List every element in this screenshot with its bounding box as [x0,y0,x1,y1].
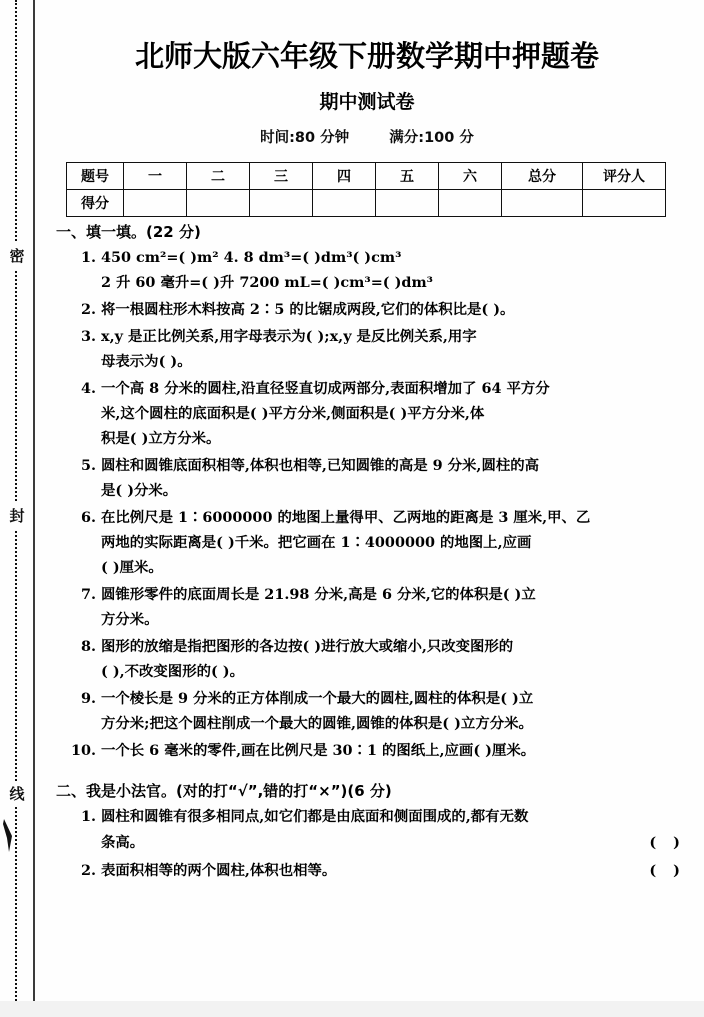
question-line-text: 表面积相等的两个圆柱,体积也相等。 [101,862,337,879]
score-table [66,162,666,217]
question-number: 4. [80,380,96,397]
score-table-col-1: 二 [187,163,250,190]
score-cell-grader[interactable] [583,190,666,217]
question-line: 一个长 6 毫米的零件,画在比例尺是 30∶1 的图纸上,应画( )厘米。 [101,742,536,759]
question-line: 在比例尺是 1∶6000000 的地图上量得甲、乙两地的距离是 3 厘米,甲、乙 [101,509,591,526]
score-cell-5[interactable] [439,190,502,217]
question-number: 1. [80,808,96,825]
question-line: 一个高 8 分米的圆柱,沿直径竖直切成两部分,表面积增加了 64 平方分 [101,380,550,397]
question-line: 450 cm²=( )m² 4. 8 dm³=( )dm³( )cm³ [101,249,402,266]
score-table-row-label-0: 题号 [67,163,124,190]
question-1-2 [66,296,686,323]
page-title: 北师大版六年级下册数学期中押题卷 [134,39,599,73]
question-line: 将一根圆柱形木料按高 2∶5 的比锯成两段,它们的体积比是( )。 [101,301,515,318]
question-line: 2 升 60 毫升=( )升 7200 mL=( )cm³=( )dm³ [101,274,433,291]
question-body [101,582,686,632]
score-cell-4[interactable] [376,190,439,217]
question-number: 6. [80,509,96,526]
full-score-label: 满分:100 分 [389,130,474,146]
score-cell-1[interactable] [187,190,250,217]
section-2-questions [48,803,686,885]
question-line: 圆锥形零件的底面周长是 21.98 分米,高是 6 分米,它的体积是( )立 [101,586,536,603]
question-body [101,738,686,763]
question-1-8 [66,633,686,685]
question-line: 母表示为( )。 [101,353,192,370]
question-body [101,686,686,736]
exam-meta [48,126,686,147]
table-row-scores [67,190,666,217]
question-line: x,y 是正比例关系,用字母表示为( );x,y 是反比例关系,用字 [101,328,477,345]
question-line-with-answer [101,858,686,884]
section-heading-2: 二、我是小法官。(对的打“√”,错的打“×”)(6 分) [56,782,392,800]
question-line: 圆柱和圆锥底面积相等,体积也相等,已知圆锥的高是 9 分米,圆柱的高 [101,457,540,474]
question-line: 两地的实际距离是( )千米。把它画在 1∶4000000 的地图上,应画 [101,534,532,551]
question-line: 方分米;把这个圆柱削成一个最大的圆锥,圆锥的体积是( )立方分米。 [101,715,533,732]
section-1-questions [48,244,686,764]
question-line: 米,这个圆柱的底面积是( )平方分米,侧面积是( )平方分米,体 [101,405,485,422]
question-line-text: 条高。 [101,834,145,851]
section-heading-1: 一、填一填。(22 分) [56,223,201,241]
question-number: 10. [70,742,96,759]
question-2-2 [66,857,686,885]
score-table-col-5: 六 [439,163,502,190]
seal-solid-line [33,0,35,1017]
question-body [101,245,686,295]
question-line: ( )厘米。 [101,559,163,576]
question-line: 圆柱和圆锥有很多相同点,如它们都是由底面和侧面围成的,都有无数 [101,808,529,825]
question-number: 2. [80,301,96,318]
question-number: 8. [80,638,96,655]
question-body [101,453,686,503]
question-line: 图形的放缩是指把图形的各边按( )进行放大或缩小,只改变图形的 [101,638,514,655]
score-cell-3[interactable] [313,190,376,217]
question-line: 一个棱长是 9 分米的正方体削成一个最大的圆柱,圆柱的体积是( )立 [101,690,534,707]
score-cell-2[interactable] [250,190,313,217]
score-table-col-4: 五 [376,163,439,190]
question-body [101,634,686,684]
question-line-with-answer [101,830,686,856]
seal-char-mi: 密 [6,243,28,269]
question-body [101,324,686,374]
question-line: ( ),不改变图形的( )。 [101,663,245,680]
answer-paren[interactable]: ( ) [649,834,686,851]
table-row-header [67,163,666,190]
question-1-4 [66,375,686,452]
question-1-7 [66,581,686,633]
page-subtitle: 期中测试卷 [319,91,415,113]
question-1-1 [66,244,686,296]
question-body [101,376,686,451]
question-body [101,297,686,322]
score-cell-total[interactable] [502,190,583,217]
question-1-6 [66,504,686,581]
score-table-col-total: 总分 [502,163,583,190]
question-1-3 [66,323,686,375]
question-line: 方分米。 [101,611,159,628]
content-column [48,0,686,1017]
question-number: 9. [80,690,96,707]
score-table-col-grader: 评分人 [583,163,666,190]
question-number: 1. [80,249,96,266]
score-cell-0[interactable] [124,190,187,217]
time-limit-label: 时间:80 分钟 [260,130,350,146]
score-table-row-label-1: 得分 [67,190,124,217]
question-number: 7. [80,586,96,603]
question-1-5 [66,452,686,504]
question-body [101,804,686,856]
down-arrow-icon [2,818,16,854]
seal-char-xian: 线 [6,781,28,807]
question-line: 积是( )立方分米。 [101,430,221,447]
question-number: 5. [80,457,96,474]
question-line: 是( )分米。 [101,482,178,499]
seal-char-feng: 封 [6,503,28,529]
question-2-1 [66,803,686,857]
question-number: 2. [80,862,96,879]
score-table-col-3: 四 [313,163,376,190]
question-number: 3. [80,328,96,345]
question-1-9 [66,685,686,737]
answer-paren[interactable]: ( ) [649,862,686,879]
question-body [101,505,686,580]
page-bottom-shade [0,1001,704,1017]
score-table-col-0: 一 [124,163,187,190]
question-body [101,858,686,884]
score-table-col-2: 三 [250,163,313,190]
question-1-10 [66,737,686,764]
